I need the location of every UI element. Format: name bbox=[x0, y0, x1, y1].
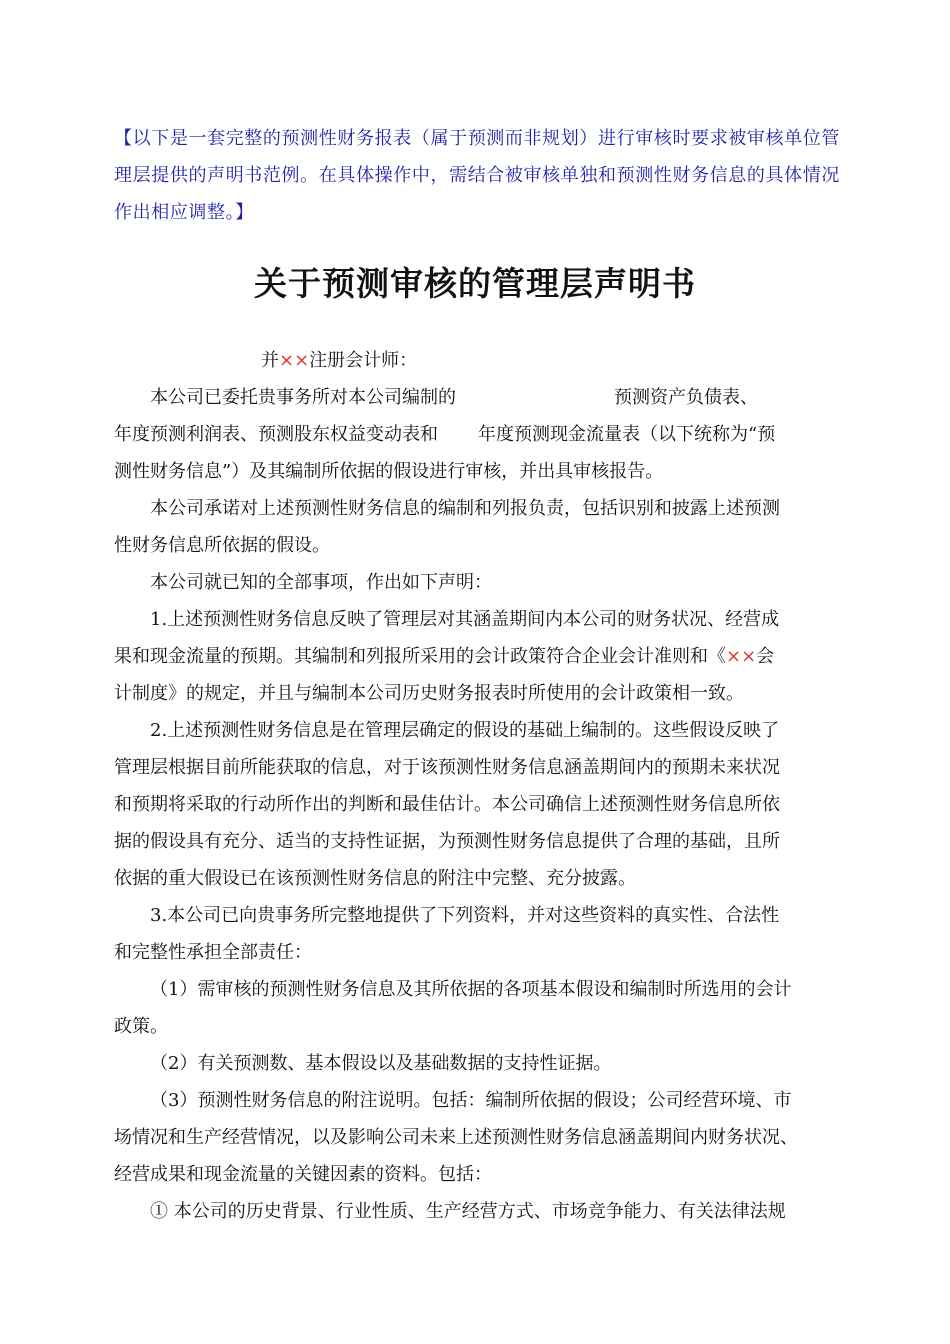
item-1-line-1: 1.上述预测性财务信息反映了管理层对其涵盖期间内本公司的财务状况、经营成 bbox=[150, 609, 780, 630]
editorial-note bbox=[114, 120, 840, 231]
item-1-line-2 bbox=[114, 638, 840, 675]
addressee-line bbox=[114, 342, 840, 379]
item-2-line-2: 管理层根据目前所能获取的信息，对于该预测性财务信息涵盖期间内的预期未来状况 bbox=[114, 757, 780, 778]
paragraph-1-text: 年度预测利润表、预测股东权益变动表和 bbox=[114, 424, 438, 445]
paragraph-1-text: 本公司已委托贵事务所对本公司编制的 bbox=[150, 387, 456, 408]
document-title: 关于预测审核的管理层声明书 bbox=[254, 264, 696, 303]
item-2-line-3: 和预期将采取的行动所作出的判断和最佳估计。本公司确信上述预测性财务信息所依 bbox=[114, 794, 780, 815]
addressee-placeholder-marks: ×× bbox=[279, 350, 310, 371]
item-3-line-2: 和完整性承担全部责任： bbox=[114, 942, 312, 963]
addressee-suffix: 注册会计师： bbox=[309, 350, 418, 371]
sub-item-1-line-2: 政策。 bbox=[114, 1016, 168, 1037]
item-2-line-5: 依据的重大假设已在该预测性财务信息的附注中完整、充分披露。 bbox=[114, 868, 636, 889]
item-1-line-3: 计制度》的规定，并且与编制本公司历史财务报表时所使用的会计政策相一致。 bbox=[114, 683, 744, 704]
paragraph-1-text: 预测资产负债表、 bbox=[614, 387, 758, 408]
sub-item-3-line-1: （3）预测性财务信息的附注说明。包括：编制所依据的假设；公司经营环境、市 bbox=[150, 1090, 792, 1111]
sub-item-1-line-1: （1）需审核的预测性财务信息及其所依据的各项基本假设和编制时所选用的会计 bbox=[150, 979, 792, 1000]
paragraph-2-line-2: 性财务信息所依据的假设。 bbox=[114, 535, 330, 556]
sub-item-2: （2）有关预测数、基本假设以及基础数据的支持性证据。 bbox=[150, 1053, 612, 1074]
item-3-line-1: 3.本公司已向贵事务所完整地提供了下列资料，并对这些资料的真实性、合法性 bbox=[150, 905, 780, 926]
item-2-line-4: 据的假设具有充分、适当的支持性证据，为预测性财务信息提供了合理的基础，且所 bbox=[114, 831, 780, 852]
paragraph-1-line-1 bbox=[114, 379, 840, 416]
paragraph-1-line-3: 测性财务信息”）及其编制所依据的假设进行审核，并出具审核报告。 bbox=[114, 461, 664, 482]
editorial-note-text: 【以下是一套完整的预测性财务报表（属于预测而非规划）进行审核时要求被审核单位管理层提供的声明书范例。在具体操作中，需结合被审核单独和预测性财务信息的具体情况作出相应调整。】 bbox=[114, 128, 840, 223]
sub-item-3-line-3: 经营成果和现金流量的关键因素的资料。包括： bbox=[114, 1164, 492, 1185]
paragraph-3: 本公司就已知的全部事项，作出如下声明： bbox=[150, 572, 492, 593]
paragraph-1-text: 年度预测现金流量表（以下统称为“预 bbox=[478, 424, 776, 445]
item-1-text: 会 bbox=[756, 646, 775, 667]
circled-item-1: ① 本公司的历史背景、行业性质、生产经营方式、市场竞争能力、有关法律法规 bbox=[150, 1201, 786, 1222]
sub-item-3-line-2: 场情况和生产经营情况，以及影响公司未来上述预测性财务信息涵盖期间内财务状况、 bbox=[114, 1127, 798, 1148]
paragraph-1-line-2 bbox=[114, 416, 840, 453]
item-2-line-1: 2.上述预测性财务信息是在管理层确定的假设的基础上编制的。这些假设反映了 bbox=[150, 720, 780, 741]
paragraph-2-line-1: 本公司承诺对上述预测性财务信息的编制和列报负责，包括识别和披露上述预测 bbox=[150, 498, 780, 519]
item-1-text: 果和现金流量的预期。其编制和列报所采用的会计政策符合企业会计准则和《 bbox=[114, 646, 726, 667]
addressee-prefix: 并 bbox=[261, 350, 279, 371]
document-body bbox=[114, 342, 840, 1230]
placeholder-marks: ×× bbox=[726, 646, 757, 667]
